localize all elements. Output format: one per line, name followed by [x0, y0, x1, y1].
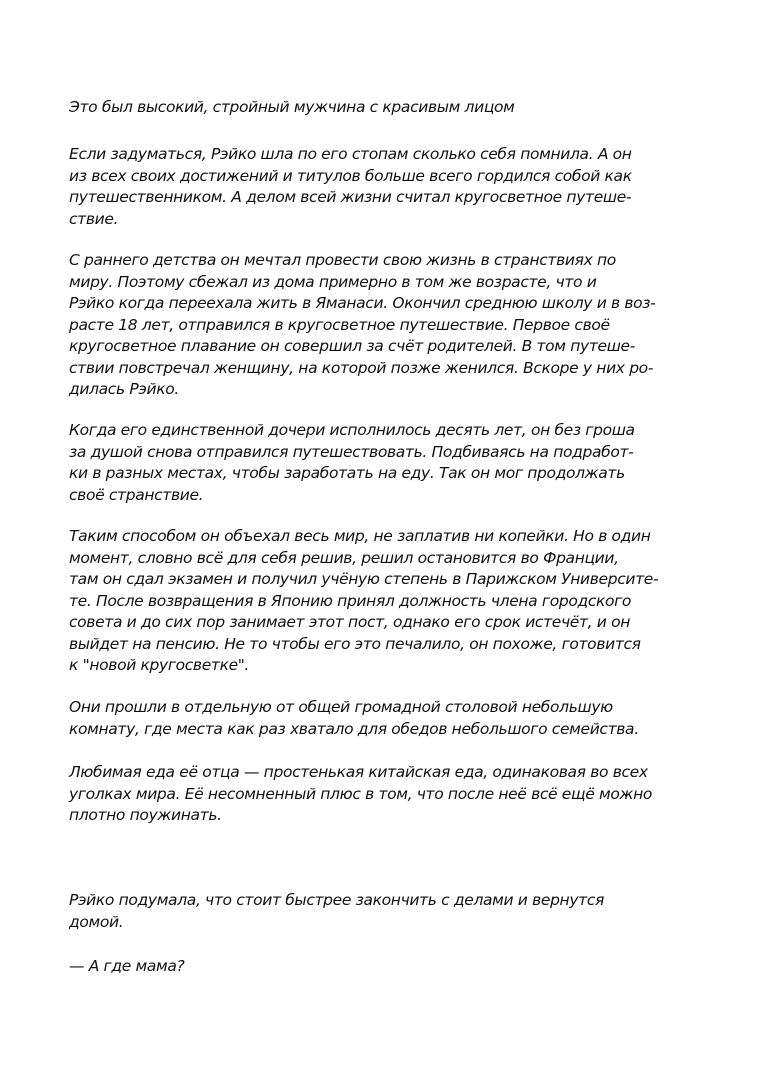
text-line: выйдет на пенсию. Не то чтобы его это печалило, он похоже, готовится [69, 634, 641, 653]
paragraph-favorite-food [69, 762, 709, 827]
text-line: домой. [69, 912, 124, 931]
text-line: дилась Рэйко. [69, 380, 179, 398]
text-line: своё странствие. [69, 485, 204, 504]
paragraph-reiko-thought [69, 890, 709, 933]
text-line: Рэйко когда переехала жить в Яманаси. Окончил среднюю школу и в воз- [69, 294, 656, 312]
text-line: ствие. [69, 209, 119, 228]
text-line: плотно поужинать. [69, 806, 222, 824]
paragraph-reiko-following [69, 144, 709, 230]
paragraph-childhood-dream [69, 250, 709, 401]
text-line: из всех своих достижений и титулов больше всего гордился собой как [69, 166, 632, 185]
text-line: там он сдал экзамен и получил учёную степень в Парижском Университе- [69, 570, 659, 588]
text-line: путешественником. А делом всей жизни считал кругосветное путеше- [69, 188, 632, 206]
text-line: расте 18 лет, отправился в кругосветное путешествие. Первое своё [69, 315, 610, 334]
text-line: комнату, где места как раз хватало для обедов небольшого семейства. [69, 719, 639, 738]
text-line: Они прошли в отдельную от общей громадной столовой небольшую [69, 698, 613, 716]
text-line: — А где мама? [69, 957, 185, 975]
paragraph-separate-room [69, 697, 709, 740]
text-line: момент, словно всё для себя решив, решил остановится во Франции, [69, 548, 619, 567]
text-line: ки в разных местах, чтобы заработать на еду. Так он мог продолжать [69, 464, 625, 482]
text-line: Любимая еда её отца — простенькая китайская еда, одинаковая во всех [69, 763, 648, 781]
text-line: Это был высокий, стройный мужчина с красивым лицом [69, 98, 515, 116]
text-line: ствии повстречал женщину, на которой позже женился. Вскоре у них ро- [69, 358, 654, 377]
text-line: миру. Поэтому сбежал из дома примерно в том же возрасте, что и [69, 272, 597, 291]
text-line: к "новой кругосветке". [69, 656, 250, 674]
text-line: Если задуматься, Рэйко шла по его стопам сколько себя помнила. А он [69, 145, 632, 163]
text-line: Рэйко подумала, что стоит быстрее закончить с делами и вернутся [69, 891, 604, 909]
paragraph-world-travel [69, 526, 709, 677]
text-line: совета и до сих пор занимает этот пост, однако его срок истечёт, и он [69, 613, 630, 631]
text-line: уголках мира. Её несомненный плюс в том, что после неё всё ещё можно [69, 784, 653, 803]
text-line: за душой снова отправился путешествовать. Подбиваясь на подработ- [69, 442, 634, 461]
text-line: те. После возвращения в Японию принял должность члена городского [69, 591, 632, 610]
paragraph-dialogue-mother [69, 956, 709, 978]
text-line: Таким способом он объехал весь мир, не заплатив ни копейки. Но в один [69, 527, 651, 545]
text-line: Когда его единственной дочери исполнилось десять лет, он без гроша [69, 421, 635, 439]
text-line: С раннего детства он мечтал провести свою жизнь в странствиях по [69, 251, 616, 269]
text-line: кругосветное плавание он совершил за счёт родителей. В том путеше- [69, 337, 635, 355]
paragraph-intro [69, 97, 709, 119]
paragraph-daughter-ten [69, 420, 709, 506]
